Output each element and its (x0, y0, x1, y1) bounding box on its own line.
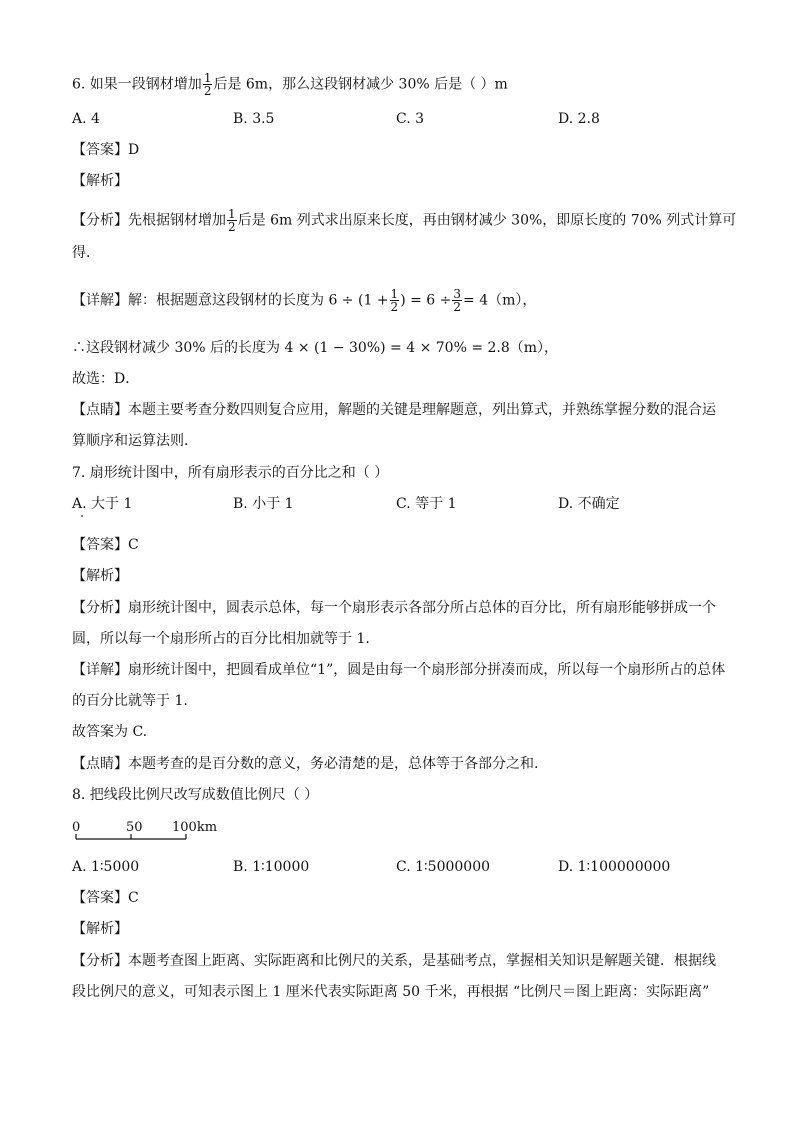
fenxi-text-a: 先根据钢材增加 (128, 212, 226, 229)
scale-label-0: 0 (72, 820, 81, 835)
answer-tag: 【答案】 (72, 890, 128, 906)
q7-xiangjie-line1 (72, 660, 725, 680)
q6-answer (72, 140, 139, 160)
q8-analysis-tag: 【解析】 (72, 921, 128, 937)
xiangjie-text-c: = 4（m）， (463, 292, 537, 309)
dianjing-text: 本题考查的是百分数的意义，务必清楚的是，总体等于各部分之和. (128, 756, 539, 772)
q7-option-b: B. 小于 1 (233, 496, 294, 512)
q6-therefore-line: ∴这段钢材减少 30% 后的长度为 4 × (1 − 30%) = 4 × 70% = 2.8（m）， (72, 340, 559, 356)
q6-fenxi-line1 (72, 208, 736, 233)
q6-option-b: B. 3.5 (233, 111, 275, 127)
q8-fenxi-line1 (72, 951, 716, 971)
answer-tag: 【答案】 (72, 142, 128, 158)
answer-value: C (128, 537, 139, 553)
xiangjie-text-b: ) = 6 ÷ (400, 292, 452, 309)
q7-conclusion: 故答案为 C. (72, 724, 148, 740)
q6-dianjing-line1 (72, 400, 716, 420)
q7-fenxi-line1 (72, 598, 716, 618)
q6-stem-text-b: 后是 6m，那么这段钢材减少 30% 后是（ ）m (213, 76, 508, 93)
xiangjie-fraction-2 (452, 288, 462, 313)
q6-option-d: D. 2.8 (558, 111, 600, 127)
q8-stem: 8. 把线段比例尺改写成数值比例尺（ ） (72, 787, 319, 803)
xiangjie-text-a: 解：根据题意这段钢材的长度为 6 ÷ (1 + (128, 292, 389, 309)
q8-fenxi-line2: 段比例尺的意义，可知表示图上 1 厘米代表实际距离 50 千米，再根据 “比例尺＝图上距离：实际距离” (72, 984, 710, 1000)
q7-xiangjie-line2: 的百分比就等于 1. (72, 693, 188, 709)
fenxi-fraction (227, 208, 237, 233)
answer-tag: 【答案】 (72, 537, 128, 553)
q8-option-c: C. 1∶5000000 (396, 859, 491, 875)
q7-stem: 7. 扇形统计图中，所有扇形表示的百分比之和（ ） (72, 465, 389, 481)
stray-dot (81, 515, 83, 517)
q8-option-b: B. 1∶10000 (233, 859, 310, 875)
fraction-denominator: 2 (390, 300, 399, 314)
q6-analysis-tag: 【解析】 (72, 173, 128, 189)
q7-answer (72, 535, 139, 555)
fenxi-text-a: 本题考查图上距离、实际距离和比例尺的关系，是基础考点，掌握相关知识是解题关键．根据线 (128, 953, 716, 969)
xiangjie-fraction-1 (390, 288, 400, 313)
fraction-denominator: 2 (203, 84, 212, 98)
scale-label-50: 50 (126, 820, 143, 835)
fenxi-tag: 【分析】 (72, 600, 128, 616)
q7-option-c: C. 等于 1 (396, 496, 457, 512)
q7-option-a: A. 大于 1 (72, 496, 133, 512)
q6-option-a: A. 4 (72, 111, 100, 127)
xiangjie-text-a: 扇形统计图中，把圆看成单位“1”，圆是由每一个扇形部分拼凑而成，所以每一个扇形所占的总体 (128, 662, 726, 678)
answer-value: D (128, 142, 140, 158)
q6-option-c: C. 3 (396, 111, 425, 127)
dianjing-tag: 【点睛】 (72, 402, 128, 418)
fenxi-text-b: 后是 6m 列式求出原来长度，再由钢材减少 30%，即原长度的 70% 列式计算可 (237, 212, 737, 229)
q6-dianjing-line2: 算顺序和运算法则． (72, 433, 198, 449)
q6-choose-line: 故选：D． (72, 371, 140, 387)
q6-fenxi-line2: 得． (72, 245, 100, 261)
answer-value: C (128, 890, 139, 906)
q6-stem-text-a: 6. 如果一段钢材增加 (72, 76, 202, 93)
fraction-denominator: 2 (228, 220, 236, 234)
fenxi-tag: 【分析】 (72, 212, 128, 229)
q7-fenxi-line2: 圆，所以每一个扇形所占的百分比相加就等于 1. (72, 631, 370, 647)
fraction-denominator: 2 (453, 300, 462, 314)
q8-option-a: A. 1∶5000 (72, 859, 140, 875)
fenxi-tag: 【分析】 (72, 953, 128, 969)
fraction-numerator: 1 (228, 207, 236, 221)
q7-option-d: D. 不确定 (558, 496, 620, 512)
fenxi-text-a: 扇形统计图中，圆表示总体，每一个扇形表示各部分所占总体的百分比，所有扇形能够拼成一个 (128, 600, 716, 616)
fraction-numerator: 1 (390, 287, 399, 301)
line-segment-scale (72, 818, 218, 844)
dianjing-tag: 【点睛】 (72, 756, 128, 772)
q7-analysis-tag: 【解析】 (72, 568, 128, 584)
fraction-numerator: 1 (203, 71, 212, 85)
q7-dianjing-line (72, 754, 538, 774)
q6-xiangjie-line (72, 288, 536, 313)
xiangjie-tag: 【详解】 (72, 662, 128, 678)
dianjing-text-a: 本题主要考查分数四则复合应用，解题的关键是理解题意，列出算式，并熟练掌握分数的混合运 (128, 402, 716, 418)
q8-answer (72, 888, 139, 908)
q6-stem-fraction (203, 72, 213, 97)
scale-label-100km: 100km (172, 820, 218, 835)
q6-stem (72, 72, 508, 97)
q8-option-d: D. 1∶100000000 (558, 859, 671, 875)
xiangjie-tag: 【详解】 (72, 292, 128, 309)
fraction-numerator: 3 (453, 287, 462, 301)
